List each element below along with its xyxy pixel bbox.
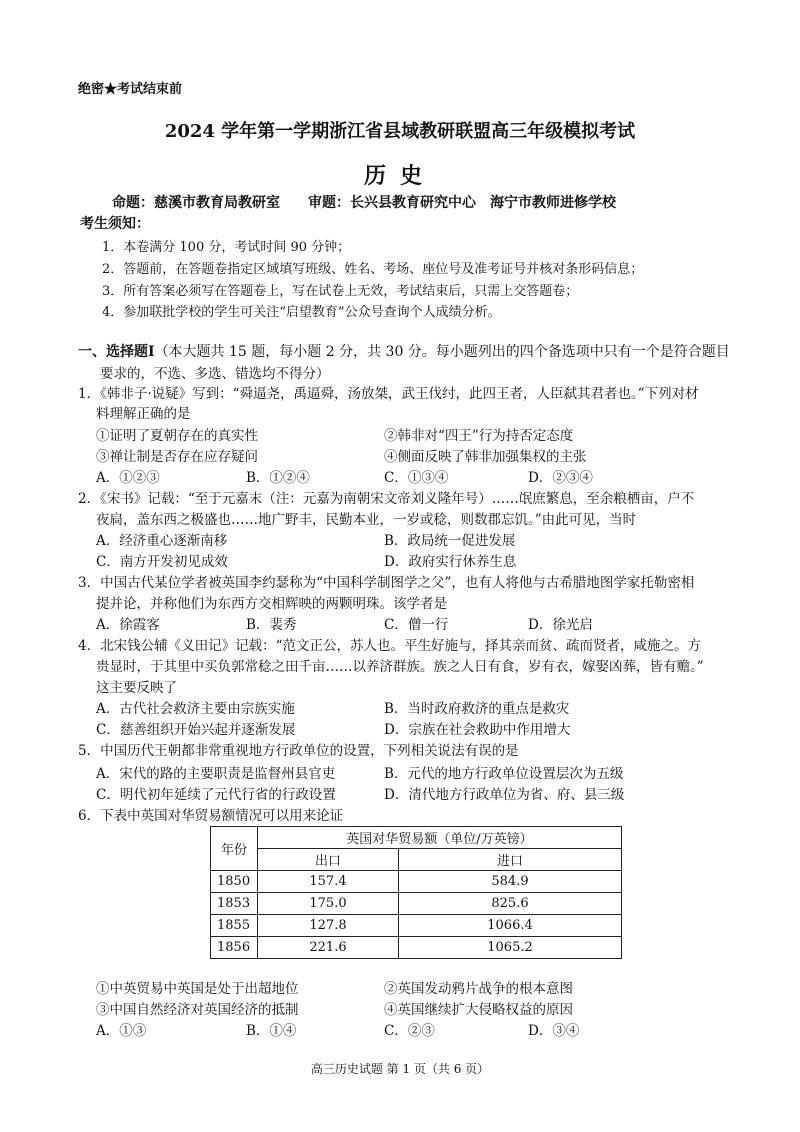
q4-option-c: C．慈善组织开始兴起并逐渐发展 (96, 722, 296, 738)
table-row (211, 893, 622, 915)
q4-option-a: A．古代社会救济主要由宗族实施 (96, 701, 295, 717)
q4-option-b: B．当时政府救济的重点是救灾 (384, 701, 570, 717)
q3-option-a: A．徐霞客 (96, 617, 160, 633)
q5-option-d: D．清代地方行政单位为省、府、县三级 (384, 787, 625, 803)
year-cell: 1850 (211, 871, 258, 893)
q3-option-d: D．徐光启 (528, 617, 593, 633)
page-footer: 高三历史试题 第 1 页（共 6 页） (310, 1062, 490, 1076)
import-cell: 825.6 (399, 893, 622, 915)
q1-option-a: A．①②③ (96, 470, 160, 486)
notice-item: 1．本卷满分 100 分，考试时间 90 分钟； (102, 240, 351, 255)
q4-option-d: D．宗族在社会救助中作用增大 (384, 722, 571, 738)
q1-option-c: C．①③④ (384, 470, 449, 486)
q2-option-c: C．南方开发初见成效 (96, 554, 228, 570)
q2-option-d: D．政府实行休养生息 (384, 554, 517, 570)
q6-stem: 6．下表中英国对华贸易额情况可以用来论证 (78, 808, 344, 824)
trade-table-wrap (210, 826, 622, 959)
year-cell: 1855 (211, 915, 258, 937)
q3-stem-cont: 提并论，并称他们为东西方交相辉映的两颗明珠。该学者是 (96, 596, 447, 612)
notice-item: 4．参加联批学校的学生可关注“启望教育”公众号查询个人成绩分析。 (102, 305, 501, 320)
q5-option-a: A．宋代的路的主要职责是监督州县官吏 (96, 766, 336, 782)
q6-statement-4: ④英国继续扩大侵略权益的原因 (384, 1002, 573, 1018)
q6-option-c: C．②③ (384, 1023, 435, 1039)
q4-stem: 4．北宋钱公辅《义田记》记载：“范文正公，苏人也。平生好施与，择其亲而贫、疏而贤者，咸施之。方 (78, 638, 701, 654)
section-heading-cont: 要求的，不选、多选、错选均不得分） (100, 366, 330, 382)
q3-option-c: C．僧一行 (384, 617, 449, 633)
q6-option-b: B．①④ (246, 1023, 297, 1039)
year-cell: 1853 (211, 893, 258, 915)
q2-stem-cont: 夜扃，盖东西之极盛也……地广野丰，民勤本业，一岁或稔，则数郡忘饥。”由此可见，当时 (96, 512, 637, 528)
export-header: 出口 (258, 849, 399, 871)
trade-table (210, 826, 622, 959)
q6-option-a: A．①③ (96, 1023, 147, 1039)
q3-stem: 3．中国古代某位学者被英国李约瑟称为“中国科学制图学之父”，也有人将他与古希腊地图学家托勒密相 (78, 575, 695, 591)
q1-option-b: B．①②④ (246, 470, 310, 486)
q1-statement-1: ①证明了夏朝存在的真实性 (96, 428, 258, 444)
table-header-row (211, 827, 622, 849)
trade-group-header: 英国对华贸易额（单位/万英镑） (258, 827, 622, 849)
import-cell: 1066.4 (399, 915, 622, 937)
confidential-label: 绝密★考试结束前 (78, 82, 183, 97)
q1-statement-2: ②韩非对“四王”行为持否定态度 (384, 428, 574, 444)
q1-option-d: D．②③④ (528, 470, 593, 486)
notice-item: 2．答题前，在答题卷指定区域填写班级、姓名、考场、座位号及准考证号并核对条形码信息； (102, 262, 644, 277)
table-row (211, 937, 622, 959)
section-heading-bold: 一、选择题Ⅰ (78, 344, 155, 360)
table-row (211, 871, 622, 893)
export-cell: 157.4 (258, 871, 399, 893)
export-cell: 127.8 (258, 915, 399, 937)
q4-stem-cont: 贵显时，于其里中买负郭常稔之田千亩……以养济群族。族之人日有食，岁有衣，嫁娶凶葬，皆有赡。” (96, 659, 704, 675)
export-cell: 175.0 (258, 893, 399, 915)
q5-option-b: B．元代的地方行政单位设置层次为五级 (384, 766, 624, 782)
exam-title: 2024 学年第一学期浙江省县域教研联盟高三年级模拟考试 (164, 121, 636, 142)
q6-statement-2: ②英国发动鸦片战争的根本意图 (384, 981, 573, 997)
year-header: 年份 (211, 827, 258, 871)
q1-stem: 1．《韩非子·说疑》写到：“舜逼尧，禹逼舜，汤放桀，武王伐纣，此四王者，人臣弑其君者也。”下列对材 (78, 386, 699, 402)
import-cell: 1065.2 (399, 937, 622, 959)
authors-line: 命题：慈溪市教育局教研室 审题：长兴县教育研究中心 海宁市教师进修学校 (112, 195, 616, 211)
q2-option-b: B．政局统一促进发展 (384, 533, 516, 549)
q5-option-c: C．明代初年延续了元代行省的行政设置 (96, 787, 336, 803)
q6-statement-3: ③中国自然经济对英国经济的抵制 (96, 1002, 299, 1018)
q6-statement-1: ①中英贸易中英国是处于出超地位 (96, 981, 299, 997)
q2-stem: 2．《宋书》记载：“至于元嘉末（注：元嘉为南朝宋文帝刘义隆年号）……氓庶繁息，至余粮栖亩，户不 (78, 491, 695, 507)
notice-heading: 考生须知： (80, 216, 150, 232)
section-heading (78, 341, 730, 361)
year-cell: 1856 (211, 937, 258, 959)
table-row (211, 915, 622, 937)
notice-item: 3．所有答案必须写在答题卷上，写在试卷上无效，考试结束后，只需上交答题卷； (102, 284, 579, 299)
subject-title: 历史 (363, 163, 436, 189)
q4-stem-cont-2: 这主要反映了 (96, 680, 177, 696)
q3-option-b: B．裴秀 (246, 617, 297, 633)
q5-stem: 5．中国历代王朝都非常重视地方行政单位的设置，下列相关说法有误的是 (78, 743, 519, 759)
q1-statement-3: ③禅让制是否存在应存疑问 (96, 449, 258, 465)
section-heading-rest: （本大题共 15 题，每小题 2 分，共 30 分。每小题列出的四个备选项中只有一个是符合题目 (154, 344, 730, 360)
import-cell: 584.9 (399, 871, 622, 893)
import-header: 进口 (399, 849, 622, 871)
export-cell: 221.6 (258, 937, 399, 959)
q6-option-d: D．③④ (528, 1023, 580, 1039)
q1-stem-cont: 料理解正确的是 (96, 406, 191, 422)
q1-statement-4: ④侧面反映了韩非加强集权的主张 (384, 449, 587, 465)
table-subheader-row (211, 849, 622, 871)
q2-option-a: A．经济重心逐渐南移 (96, 533, 228, 549)
